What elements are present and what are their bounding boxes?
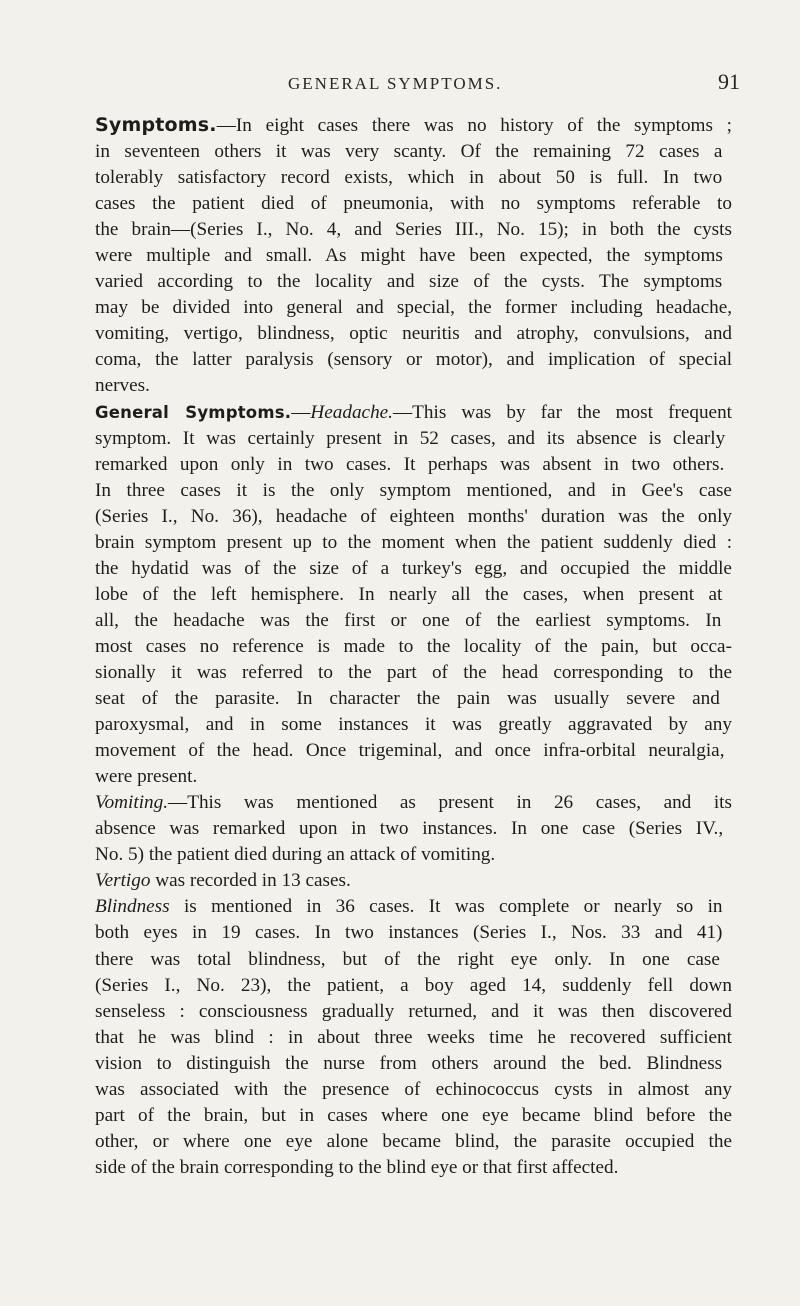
text-line: the brain—(Series I., No. 4, and Series III., No. 15); in both the cysts	[95, 219, 732, 241]
section-heading-general-symptoms: General Symptoms.	[95, 402, 292, 422]
text-line: No. 5) the patient died during an attack of vomiting.	[95, 844, 496, 866]
text-line	[95, 868, 732, 894]
text-line: nerves.	[95, 375, 150, 397]
page-number: 91	[718, 69, 740, 94]
text-line-content: is mentioned in 36 cases. It was complete or nearly so in	[169, 896, 723, 918]
running-title: GENERAL SYMPTOMS.	[288, 74, 503, 93]
text-line	[95, 790, 732, 816]
text-line: seat of the parasite. In character the pain was usually severe and	[95, 688, 720, 710]
text-line: all, the headache was the first or one of the earliest symptoms. In	[95, 609, 722, 631]
text-line-content: —This was mentioned as present in 26 cases, and its	[168, 792, 732, 814]
text-line	[95, 894, 732, 920]
text-line-content: —In eight cases there was no history of the symptoms ;	[216, 115, 732, 136]
text-line: In three cases it is the only symptom mentioned, and in Gee's case	[95, 479, 732, 501]
text-line: (Series I., No. 36), headache of eighteen months' duration was the only	[95, 505, 733, 527]
text-line: coma, the latter paralysis (sensory or motor), and implication of special	[95, 349, 733, 371]
dash: —	[291, 401, 311, 423]
text-line: paroxysmal, and in some instances it was greatly aggravated by any	[95, 714, 732, 736]
paragraph-vomiting	[95, 790, 732, 868]
text-line: movement of the head. Once trigeminal, and once infra-orbital neuralgia,	[95, 740, 725, 762]
text-line: both eyes in 19 cases. In two instances (Series I., Nos. 33 and 41)	[95, 922, 723, 944]
text-line: vision to distinguish the nurse from others around the bed. Blindness	[95, 1052, 723, 1074]
text-line	[95, 112, 732, 139]
text-line: absence was remarked upon in two instances. In one case (Series IV.,	[95, 818, 724, 840]
subheading-vertigo: Vertigo	[95, 870, 151, 892]
text-line: side of the brain corresponding to the blind eye or that first affected.	[95, 1156, 619, 1178]
text-line: there was total blindness, but of the right eye only. In one case	[95, 948, 720, 970]
text-line: remarked upon only in two cases. It perhaps was absent in two others.	[95, 453, 725, 475]
paragraph-lines	[95, 816, 732, 868]
text-line: senseless : consciousness gradually returned, and it was then discovered	[95, 1000, 732, 1022]
text-line: lobe of the left hemisphere. In nearly all the cases, when present at	[95, 583, 723, 605]
text-line: symptom. It was certainly present in 52 cases, and its absence is clearly	[95, 427, 726, 449]
text-line: brain symptom present up to the moment when the patient suddenly died :	[95, 531, 733, 553]
text-line	[95, 400, 732, 426]
text-line: were multiple and small. As might have been expected, the symptoms	[95, 245, 723, 267]
text-line: cases the patient died of pneumonia, with no symptoms referable to	[95, 193, 732, 215]
section-heading-symptoms: Symptoms.	[95, 114, 217, 136]
text-line: vomiting, vertigo, blindness, optic neuritis and atrophy, convulsions, and	[95, 323, 733, 345]
paragraph-lines	[95, 920, 732, 1180]
text-line: (Series I., No. 23), the patient, a boy aged 14, suddenly fell down	[95, 974, 732, 996]
subheading-headache: Headache.	[310, 401, 393, 423]
text-line: that he was blind : in about three weeks time he recovered sufficient	[95, 1026, 732, 1048]
body-text	[95, 112, 732, 1181]
text-line: were present.	[95, 766, 198, 788]
text-line: in seventeen others it was very scanty. Of the remaining 72 cases a	[95, 141, 723, 163]
paragraph-lines	[95, 139, 732, 399]
text-line: sionally it was referred to the part of the head corresponding to the	[95, 661, 733, 683]
paragraph-vertigo	[95, 868, 732, 894]
text-line: varied according to the locality and size of the cysts. The symptoms	[95, 271, 723, 293]
text-line: the hydatid was of the size of a turkey's egg, and occupied the middle	[95, 557, 732, 579]
text-line: part of the brain, but in cases where one eye became blind before the	[95, 1104, 733, 1126]
text-line: most cases no reference is made to the locality of the pain, but occa-	[95, 635, 732, 657]
paragraph-general-symptoms	[95, 400, 732, 791]
paragraph-lines	[95, 426, 732, 791]
paragraph-blindness	[95, 894, 732, 1181]
text-line: may be divided into general and special, the former including headache,	[95, 297, 733, 319]
subheading-blindness: Blindness	[95, 896, 170, 918]
text-line: other, or where one eye alone became blind, the parasite occupied the	[95, 1130, 732, 1152]
text-line-content: —This was by far the most frequent	[392, 401, 732, 423]
text-line: tolerably satisfactory record exists, which in about 50 is full. In two	[95, 167, 723, 189]
text-line-content: was recorded in 13 cases.	[150, 870, 351, 892]
running-head	[0, 69, 800, 98]
subheading-vomiting: Vomiting.	[95, 792, 169, 814]
text-line: was associated with the presence of echinococcus cysts in almost any	[95, 1078, 733, 1100]
paragraph-symptoms	[95, 112, 732, 400]
